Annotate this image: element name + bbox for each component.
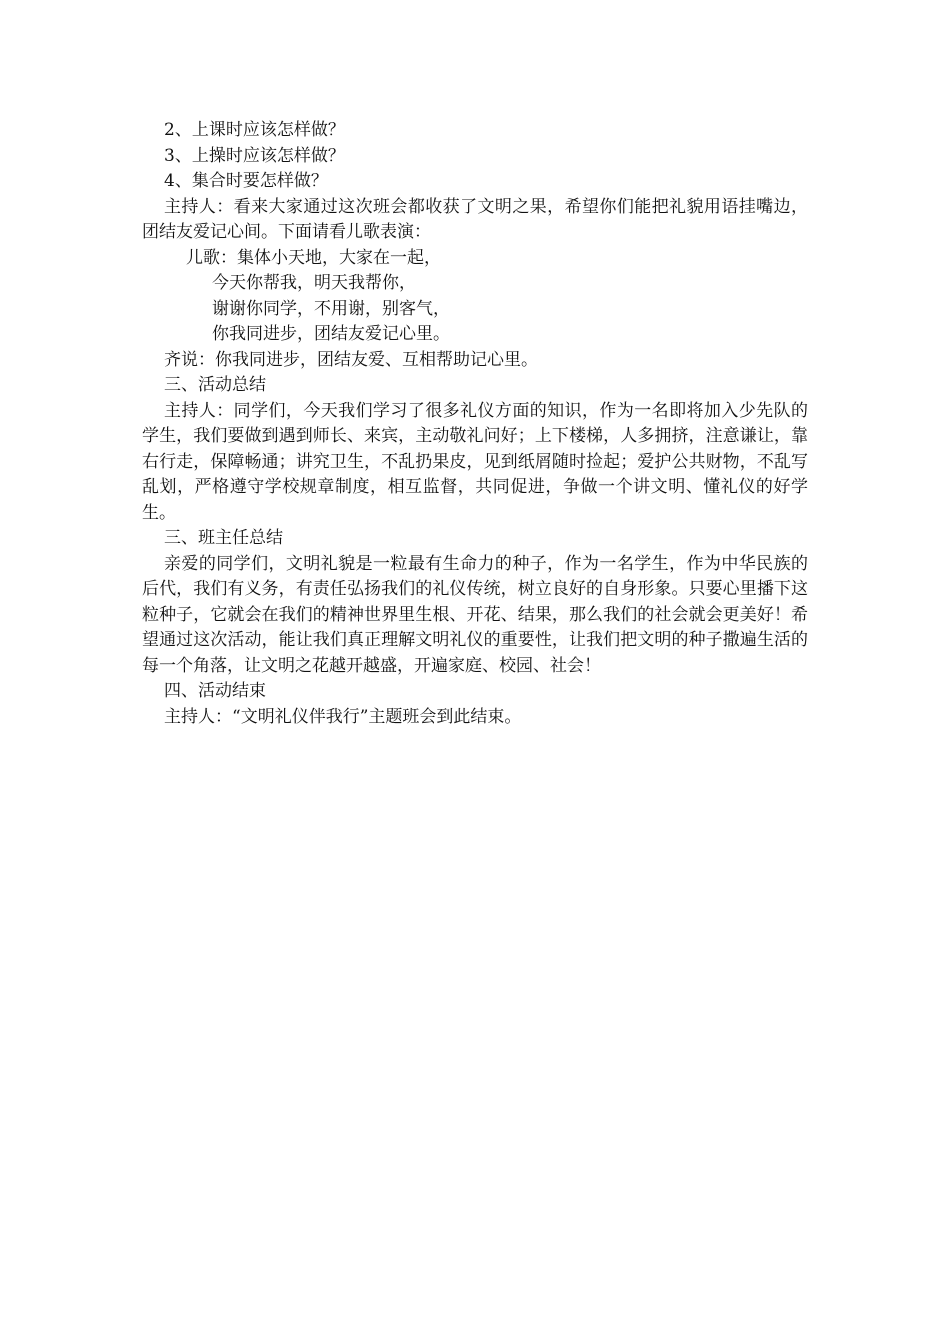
teacher-summary-paragraph: 亲爱的同学们，文明礼貌是一粒最有生命力的种子，作为一名学生，作为中华民族的后代，我们有义务，有责任弘扬我们的礼仪传统，树立良好的自身形象。只要心里播下这粒种子，它就会在我们的精神世界里生根、开花、结果，那么我们的社会就会更美好！希望通过这次活动，能让我们真正理解文明礼仪的重要性，让我们把文明的种子撒遍生活的每一个角落，让文明之花越开越盛，开遍家庭、校园、社会！ (142, 553, 808, 676)
section-heading-activity-end: 四、活动结束 (164, 681, 266, 701)
host-transition-paragraph: 主持人：看来大家通过这次班会都收获了文明之果，希望你们能把礼貌用语挂嘴边，团结友爱记心间。下面请看儿歌表演： (142, 196, 808, 242)
activity-summary-paragraph: 主持人：同学们，今天我们学习了很多礼仪方面的知识，作为一名即将加入少先队的学生，我们要做到遇到师长、来宾，主动敬礼问好；上下楼梯，人多拥挤，注意谦让，靠右行走，保障畅通；讲究卫生，不乱扔果皮，见到纸屑随时捡起；爱护公共财物，不乱写乱划，严格遵守学校规章制度，相互监督，共同促进，争做一个讲文明、懂礼仪的好学生。 (142, 400, 808, 523)
question-item: 3、上操时应该怎样做？ (164, 145, 345, 166)
rhyme-line: 今天你帮我，明天我帮你， (212, 273, 416, 293)
rhyme-first-line: 儿歌：集体小天地，大家在一起， (186, 247, 441, 268)
chorus-line: 齐说：你我同进步，团结友爱、互相帮助记心里。 (164, 349, 538, 370)
section-heading-teacher-summary: 三、班主任总结 (164, 528, 283, 548)
section-heading-activity-summary: 三、活动总结 (164, 375, 266, 395)
question-item: 4、集合时要怎样做？ (164, 171, 328, 191)
rhyme-line: 你我同进步，团结友爱记心里。 (212, 324, 450, 344)
activity-end-line: 主持人：“文明礼仪伴我行”主题班会到此结束。 (164, 706, 522, 727)
rhyme-line: 谢谢你同学，不用谢，别客气， (212, 298, 450, 319)
document-page (142, 118, 808, 730)
question-item: 2、上课时应该怎样做？ (164, 120, 345, 140)
